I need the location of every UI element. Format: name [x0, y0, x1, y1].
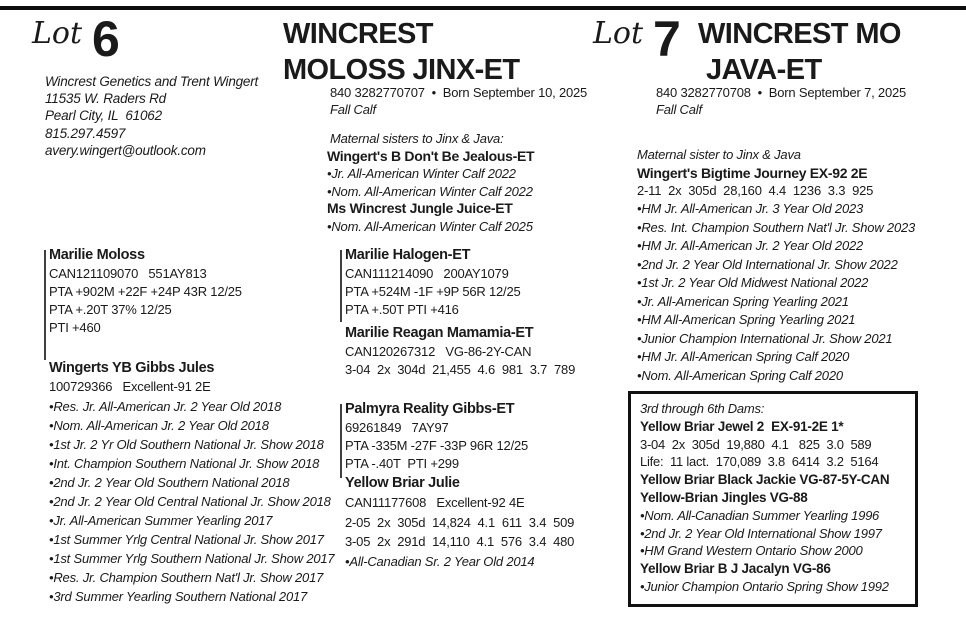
- sire-data-line: PTA +524M -1F +9P 56R 12/25: [345, 284, 521, 299]
- award-line: •Jr. All-American Summer Yearling 2017: [49, 512, 273, 528]
- production-record-row: 3-04 2x 304d 21,455 4.6 981 3.7 789: [345, 362, 576, 377]
- dam-award-list: [49, 397, 334, 606]
- sister-award-list: [637, 200, 915, 385]
- lot7-sire-block-1: [345, 246, 521, 319]
- award-line: •Jr. All-American Spring Yearling 2021: [637, 293, 849, 309]
- award-line: •2nd Jr. 2 Year Old Southern National 2018: [49, 474, 290, 490]
- lot6-dam-block: [49, 359, 334, 606]
- award-line: •HM Grand Western Ontario Show 2000: [640, 543, 863, 559]
- lot6-calf-type: Fall Calf: [330, 102, 376, 117]
- sister-award-list: [327, 165, 534, 200]
- sire-data-line: PTA +902M +22F +24P 43R 12/25: [49, 284, 242, 299]
- lot7-header: [593, 11, 680, 67]
- award-line: •1st Jr. 2 Year Old Midwest National 2022: [637, 275, 869, 290]
- award-line: •Junior Champion Ontario Spring Show 1992: [640, 578, 889, 594]
- lot7-animal-title: [698, 16, 901, 88]
- consignor-line: Wincrest Genetics and Trent Wingert: [45, 74, 259, 89]
- lot6-sire-block: [49, 246, 242, 337]
- award-line: •2nd Jr. 2 Year Old International Show 1997: [640, 525, 882, 541]
- lot6-header: [32, 11, 119, 67]
- lot7-title-line2: JAVA-ET: [706, 54, 822, 86]
- dam-name: Yellow Briar Jewel 2 EX-91-2E 1*: [640, 418, 844, 434]
- sire-data-line: PTA +.50T PTI +416: [345, 302, 459, 317]
- lot6-title-line2: MOLOSS JINX-ET: [283, 54, 520, 86]
- award-line: •Junior Champion International Jr. Show 2021: [637, 330, 893, 346]
- lot7-reg-line: 840 3282770708 • Born September 7, 2025: [656, 85, 907, 100]
- pedigree-bracket-line: [340, 250, 342, 322]
- award-line: •Res. Int. Champion Southern Nat'l Jr. Show 2023: [637, 219, 916, 235]
- sire-name: Palmyra Reality Gibbs-ET: [345, 401, 515, 417]
- dam-name: Yellow Briar Julie: [345, 475, 460, 491]
- maternal-sister-heading: Maternal sister to Jinx & Java: [637, 147, 801, 162]
- pedigree-bracket-line: [44, 250, 46, 360]
- award-line: •Nom. All-American Winter Calf 2022: [327, 183, 533, 199]
- third-through-sixth-dams-box: [628, 391, 918, 607]
- award-line: •Nom. All-American Winter Calf 2025: [327, 218, 533, 234]
- lot6-lot-script-label: Lot: [32, 16, 83, 51]
- lot6-maternal-sisters: [327, 130, 534, 235]
- award-line: •1st Jr. 2 Yr Old Southern National Jr. Show 2018: [49, 436, 324, 452]
- award-line: •Nom. All-Canadian Summer Yearling 1996: [640, 507, 880, 523]
- award-line: •Int. Champion Southern National Jr. Show 2018: [49, 455, 320, 471]
- award-line: •Nom. All-American Jr. 2 Year Old 2018: [49, 417, 269, 433]
- award-line: •HM Jr. All-American Spring Calf 2020: [637, 349, 850, 364]
- maternal-sisters-heading: Maternal sisters to Jinx & Java:: [330, 131, 504, 146]
- award-line: •Jr. All-American Winter Calf 2022: [327, 166, 516, 181]
- dam-name: Yellow Briar Black Jackie VG-87-5Y-CAN: [640, 472, 890, 488]
- lot6-reg-line: 840 3282770707 • Born September 10, 2025: [330, 85, 588, 100]
- sire-block-2: [345, 400, 528, 473]
- consignor-line: Pearl City, IL 61062: [45, 108, 162, 124]
- dam-name: Wingerts YB Gibbs Jules: [49, 360, 215, 376]
- consignor-line: 11535 W. Raders Rd: [45, 91, 166, 107]
- award-line: •2nd Jr. 2 Year Old Central National Jr. Show 2018: [49, 493, 331, 509]
- production-record-row: Life: 11 lact. 170,089 3.8 6414 3.2 5164: [640, 454, 879, 470]
- award-line: •1st Summer Yrlg Southern National Jr. Show 2017: [49, 550, 335, 566]
- award-line: •Nom. All-American Spring Calf 2020: [637, 367, 843, 383]
- lot6-title-line1: WINCREST: [283, 18, 433, 50]
- sister-name: Ms Wincrest Jungle Juice-ET: [327, 200, 513, 216]
- dam-name: Yellow Briar B J Jacalyn VG-86: [640, 561, 831, 577]
- lot7-title-line1: WINCREST MO: [698, 18, 901, 50]
- sire-data-line: CAN121109070 551AY813: [49, 266, 207, 281]
- pedigree-bracket-line: [340, 404, 342, 478]
- dam-id-line: CAN11177608 Excellent-92 4E: [345, 495, 525, 510]
- sire-data-lines: [49, 265, 242, 337]
- dam-id-line: CAN120267312 VG-86-2Y-CAN: [345, 344, 532, 359]
- production-record-row: 2-05 2x 305d 14,824 4.1 611 3.4 509: [345, 514, 575, 530]
- dams-box-heading: 3rd through 6th Dams:: [640, 401, 765, 416]
- dam-name: Marilie Reagan Mamamia-ET: [345, 325, 534, 341]
- lot6-consignor-info: [45, 73, 258, 159]
- award-line: •All-Canadian Sr. 2 Year Old 2014: [345, 553, 535, 569]
- award-line: •Res. Jr. Champion Southern Nat'l Jr. Show 2017: [49, 569, 324, 585]
- lot7-dam-block-1: [345, 324, 575, 379]
- award-line: •Res. Jr. All-American Jr. 2 Year Old 2018: [49, 398, 282, 414]
- sire-data-line: PTA -.40T PTI +299: [345, 456, 459, 471]
- sire-data-line: PTI +460: [49, 320, 101, 335]
- award-line: •3rd Summer Yearling Southern National 2017: [49, 588, 308, 604]
- consignor-line: avery.wingert@outlook.com: [45, 142, 206, 158]
- award-line: •2nd Jr. 2 Year Old International Jr. Show 2022: [637, 256, 898, 272]
- lot6-lot-number: 6: [92, 11, 119, 67]
- dam-name: Yellow-Brian Jingles VG-88: [640, 489, 808, 505]
- consignor-line: 815.297.4597: [45, 125, 126, 141]
- sister-name: Wingert's B Don't Be Jealous-ET: [327, 147, 535, 164]
- award-line: •1st Summer Yrlg Central National Jr. Show 2017: [49, 531, 324, 547]
- production-record-row: 3-05 2x 291d 14,110 4.1 576 3.4 480: [345, 534, 575, 549]
- production-record-row: 2-11 2x 305d 28,160 4.4 1236 3.3 925: [637, 183, 874, 198]
- sire-data-line: PTA -335M -27F -33P 96R 12/25: [345, 438, 529, 453]
- award-line: •HM Jr. All-American Jr. 2 Year Old 2022: [637, 238, 864, 253]
- lot7-calf-type: Fall Calf: [656, 102, 702, 117]
- sister-award-list: [327, 218, 534, 236]
- award-line: •HM All-American Spring Yearling 2021: [637, 312, 856, 327]
- lot7-lot-number: 7: [653, 11, 680, 67]
- lot7-lot-script-label: Lot: [593, 16, 644, 51]
- production-record-row: 3-04 2x 305d 19,880 4.1 825 3.0 589: [640, 436, 872, 452]
- lot6-animal-title: [283, 16, 520, 88]
- sister-name: Wingert's Bigtime Journey EX-92 2E: [637, 165, 868, 181]
- sire-data-line: 69261849 7AY97: [345, 420, 449, 435]
- award-line: •HM Jr. All-American Jr. 3 Year Old 2023: [637, 201, 864, 216]
- sire-data-line: PTA +.20T 37% 12/25: [49, 302, 172, 317]
- dam-id-line: 100729366 Excellent-91 2E: [49, 379, 211, 394]
- sire-data-line: CAN111214090 200AY1079: [345, 266, 509, 281]
- sire-name: Marilie Moloss: [49, 247, 145, 263]
- lot7-maternal-sister: [637, 146, 915, 385]
- page-top-rule: [0, 6, 966, 10]
- sire-name: Marilie Halogen-ET: [345, 247, 471, 263]
- sire-data-lines: [345, 419, 528, 473]
- sire-data-lines: [345, 265, 521, 319]
- dam-block-2: [345, 474, 574, 571]
